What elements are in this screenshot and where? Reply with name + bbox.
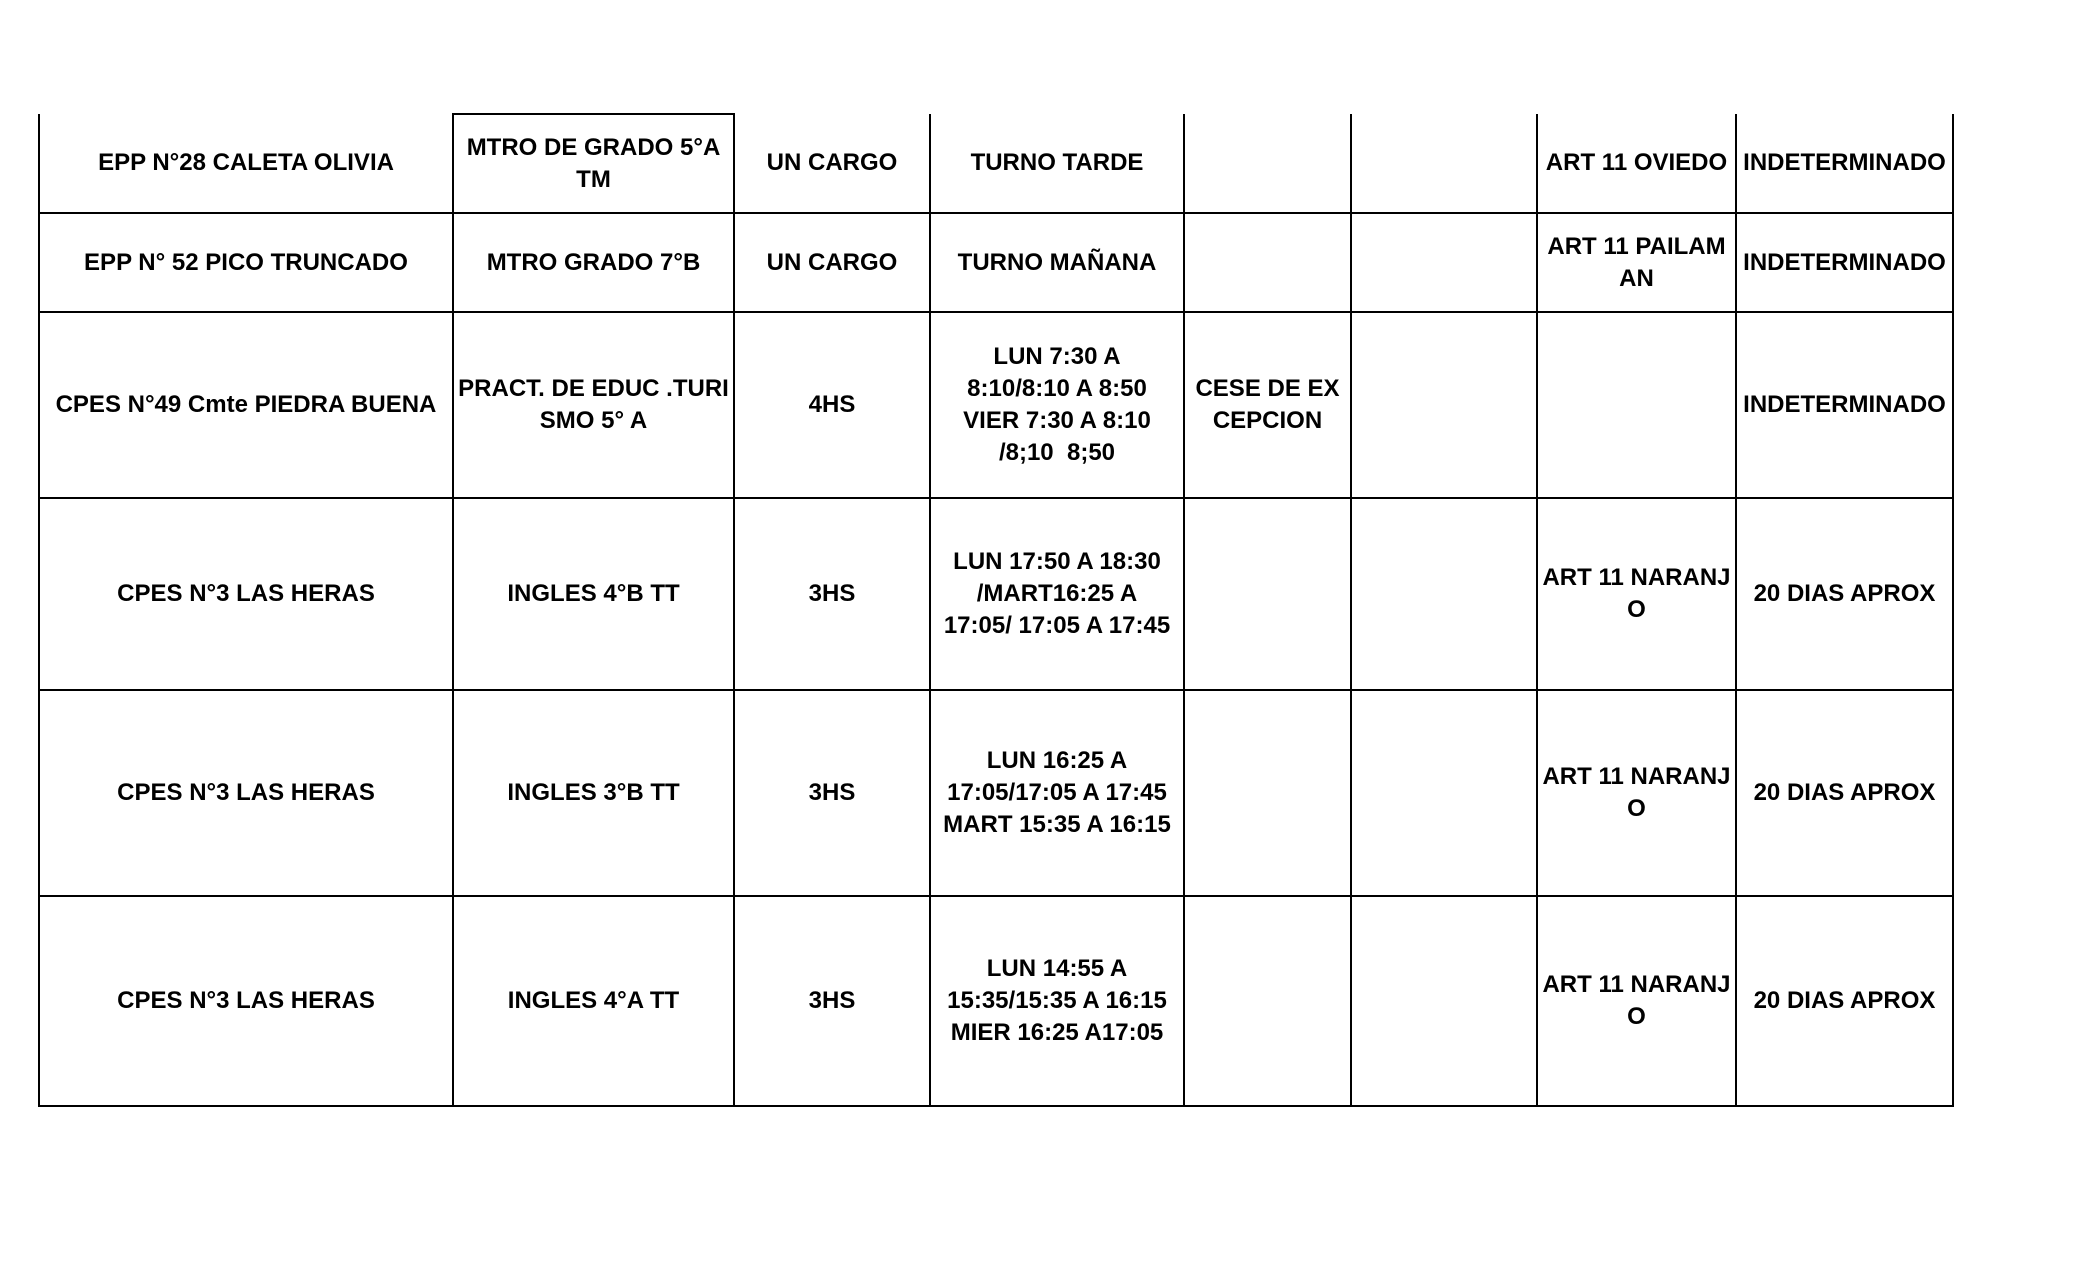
- schedule-line: MIER 16:25 A17:05: [950, 1019, 1164, 1046]
- table-row: [39, 896, 1953, 1106]
- duration-cell: INDETERMINADO: [1736, 114, 1953, 213]
- schedule-cell: [930, 213, 1184, 312]
- schedule-line: LUN 14:55 A: [986, 955, 1128, 982]
- table-row: [39, 498, 1953, 690]
- duration-cell: INDETERMINADO: [1736, 213, 1953, 312]
- schedule-line: MART 15:35 A 16:15: [943, 811, 1171, 838]
- schedule-cell: [930, 690, 1184, 896]
- article-cell: ART 11 NARANJO: [1537, 690, 1736, 896]
- empty-cell: [1351, 312, 1537, 498]
- school-cell: CPES N°49 Cmte PIEDRA BUENA: [39, 312, 453, 498]
- school-cell: CPES N°3 LAS HERAS: [39, 896, 453, 1106]
- article-cell: ART 11 PAILAMAN: [1537, 213, 1736, 312]
- schedule-line: /MART16:25 A: [976, 580, 1138, 607]
- position-cell: MTRO GRADO 7°B: [453, 213, 734, 312]
- schedule-line: 8:10/8:10 A 8:50: [967, 375, 1147, 402]
- schedule-cell: [930, 114, 1184, 213]
- reason-cell: [1184, 498, 1351, 690]
- school-cell: EPP N°28 CALETA OLIVIA: [39, 114, 453, 213]
- reason-cell: [1184, 114, 1351, 213]
- schedule-cell: [930, 312, 1184, 498]
- schedule-line: LUN 7:30 A: [993, 343, 1121, 370]
- empty-cell: [1351, 213, 1537, 312]
- load-cell: UN CARGO: [734, 114, 930, 213]
- school-cell: CPES N°3 LAS HERAS: [39, 690, 453, 896]
- schedule-line: LUN 17:50 A 18:30: [953, 548, 1161, 575]
- position-cell: INGLES 3°B TT: [453, 690, 734, 896]
- position-cell: INGLES 4°A TT: [453, 896, 734, 1106]
- load-cell: 3HS: [734, 498, 930, 690]
- reason-cell: [1184, 690, 1351, 896]
- position-cell: MTRO DE GRADO 5°A TM: [453, 114, 734, 213]
- reason-cell: [1184, 213, 1351, 312]
- article-cell: [1537, 312, 1736, 498]
- school-cell: EPP N° 52 PICO TRUNCADO: [39, 213, 453, 312]
- load-cell: 3HS: [734, 690, 930, 896]
- empty-cell: [1351, 498, 1537, 690]
- table-row: [39, 213, 1953, 312]
- load-cell: UN CARGO: [734, 213, 930, 312]
- article-cell: ART 11 NARANJO: [1537, 498, 1736, 690]
- schedule-cell: [930, 498, 1184, 690]
- schedule-cell: [930, 896, 1184, 1106]
- duration-cell: 20 DIAS APROX: [1736, 498, 1953, 690]
- schedule-line: 17:05/ 17:05 A 17:45: [943, 612, 1171, 639]
- table-row: [39, 690, 1953, 896]
- load-cell: 4HS: [734, 312, 930, 498]
- reason-cell: CESE DE EXCEPCION: [1184, 312, 1351, 498]
- reason-cell: [1184, 896, 1351, 1106]
- duration-cell: INDETERMINADO: [1736, 312, 1953, 498]
- schedule-line: 17:05/17:05 A 17:45: [947, 779, 1167, 806]
- duration-cell: 20 DIAS APROX: [1736, 896, 1953, 1106]
- duration-cell: 20 DIAS APROX: [1736, 690, 1953, 896]
- table-row: [39, 114, 1953, 213]
- empty-cell: [1351, 896, 1537, 1106]
- load-cell: 3HS: [734, 896, 930, 1106]
- school-cell: CPES N°3 LAS HERAS: [39, 498, 453, 690]
- schedule-table: [38, 113, 1954, 1107]
- table-row: [39, 312, 1953, 498]
- position-cell: PRACT. DE EDUC .TURISMO 5° A: [453, 312, 734, 498]
- schedule-line: TURNO MAÑANA: [957, 248, 1157, 276]
- schedule-line: VIER 7:30 A 8:10: [963, 407, 1151, 434]
- position-cell: INGLES 4°B TT: [453, 498, 734, 690]
- empty-cell: [1351, 114, 1537, 213]
- schedule-line: TURNO TARDE: [970, 149, 1144, 176]
- empty-cell: [1351, 690, 1537, 896]
- schedule-line: LUN 16:25 A: [986, 747, 1128, 774]
- schedule-line: /8;10 8;50: [998, 439, 1116, 466]
- schedule-line: 15:35/15:35 A 16:15: [947, 987, 1167, 1014]
- article-cell: ART 11 NARANJO: [1537, 896, 1736, 1106]
- article-cell: ART 11 OVIEDO: [1537, 114, 1736, 213]
